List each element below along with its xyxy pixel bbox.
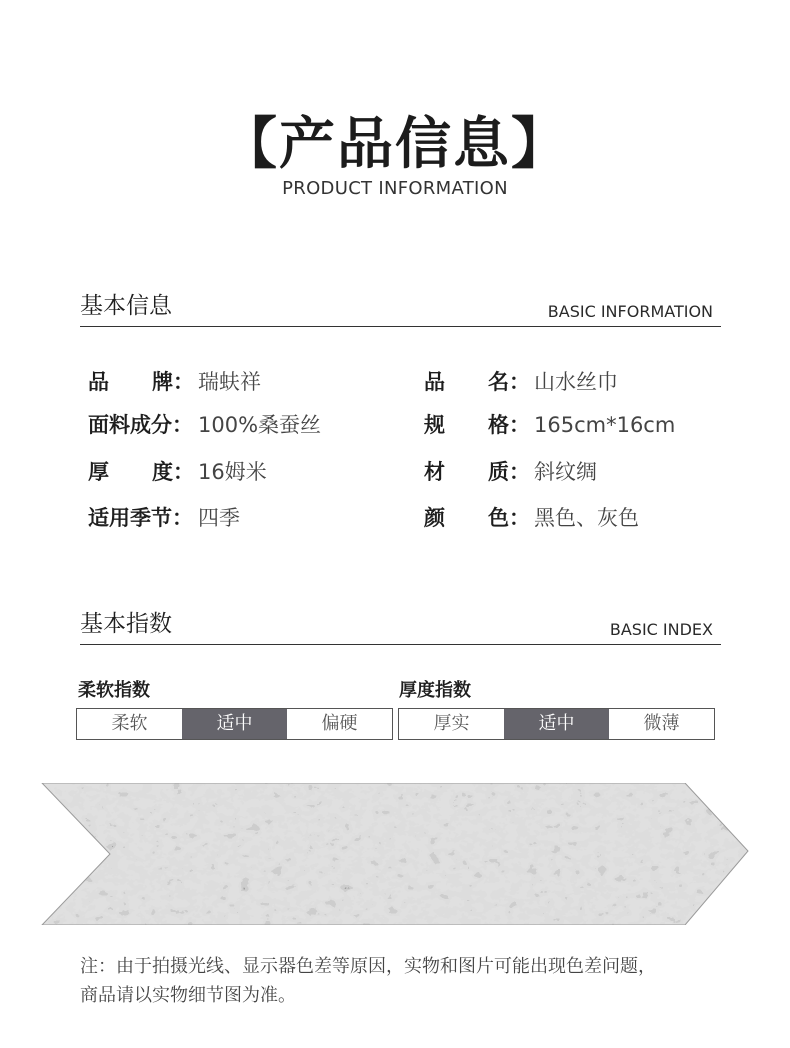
page-subtitle: PRODUCT INFORMATION xyxy=(282,178,508,199)
info-label: 品 牌： xyxy=(88,370,194,394)
info-label: 适用季节： xyxy=(88,506,193,530)
info-value: 四季 xyxy=(198,506,240,530)
softness-index-label: 柔软指数 xyxy=(78,680,150,701)
basic-info-header xyxy=(80,286,721,327)
softness-option-medium: 适中 xyxy=(182,709,287,739)
info-row-color xyxy=(424,503,639,533)
info-value: 100%桑蚕丝 xyxy=(198,413,322,437)
note-line-2: 商品请以实物细节图为准。 xyxy=(80,985,296,1006)
info-row-size xyxy=(424,410,675,440)
info-value: 16姆米 xyxy=(198,460,267,484)
softness-index-scale xyxy=(76,708,393,740)
thickness-index-label: 厚度指数 xyxy=(399,680,471,701)
scarf-image xyxy=(40,783,750,925)
info-value: 斜纹绸 xyxy=(534,460,597,484)
info-row-name xyxy=(424,367,618,397)
thickness-index-scale xyxy=(398,708,715,740)
info-row-thickness xyxy=(88,457,267,487)
thickness-option-thin: 微薄 xyxy=(643,713,680,734)
note-line-1: 注：由于拍摄光线、显示器色差等原因，实物和图片可能出现色差问题， xyxy=(80,956,656,977)
info-value: 山水丝巾 xyxy=(534,370,618,394)
basic-index-header xyxy=(80,604,721,645)
info-value: 瑞蚨祥 xyxy=(198,370,261,394)
basic-index-title: 基本指数 xyxy=(80,611,172,637)
info-row-material xyxy=(424,457,597,487)
info-label: 面料成分： xyxy=(88,413,193,437)
softness-option-hard: 偏硬 xyxy=(321,713,358,734)
info-row-season xyxy=(88,503,240,533)
basic-info-title-en: BASIC INFORMATION xyxy=(547,302,713,321)
info-label: 品 名： xyxy=(424,370,530,394)
info-value: 165cm*16cm xyxy=(534,413,676,437)
basic-index-title-en: BASIC INDEX xyxy=(609,620,713,639)
info-row-fabric xyxy=(88,410,321,440)
page-title: 【产品信息】 xyxy=(221,111,569,177)
info-label: 颜 色： xyxy=(424,506,530,530)
thickness-option-medium: 适中 xyxy=(504,709,609,739)
info-value: 黑色、灰色 xyxy=(534,506,639,530)
thickness-option-thick: 厚实 xyxy=(433,713,470,734)
softness-option-soft: 柔软 xyxy=(111,713,148,734)
info-row-brand xyxy=(88,367,261,397)
basic-info-title: 基本信息 xyxy=(80,293,172,319)
info-label: 规 格： xyxy=(424,413,530,437)
disclaimer-note xyxy=(80,952,740,1010)
info-label: 材 质： xyxy=(424,460,530,484)
info-label: 厚 度： xyxy=(88,460,194,484)
